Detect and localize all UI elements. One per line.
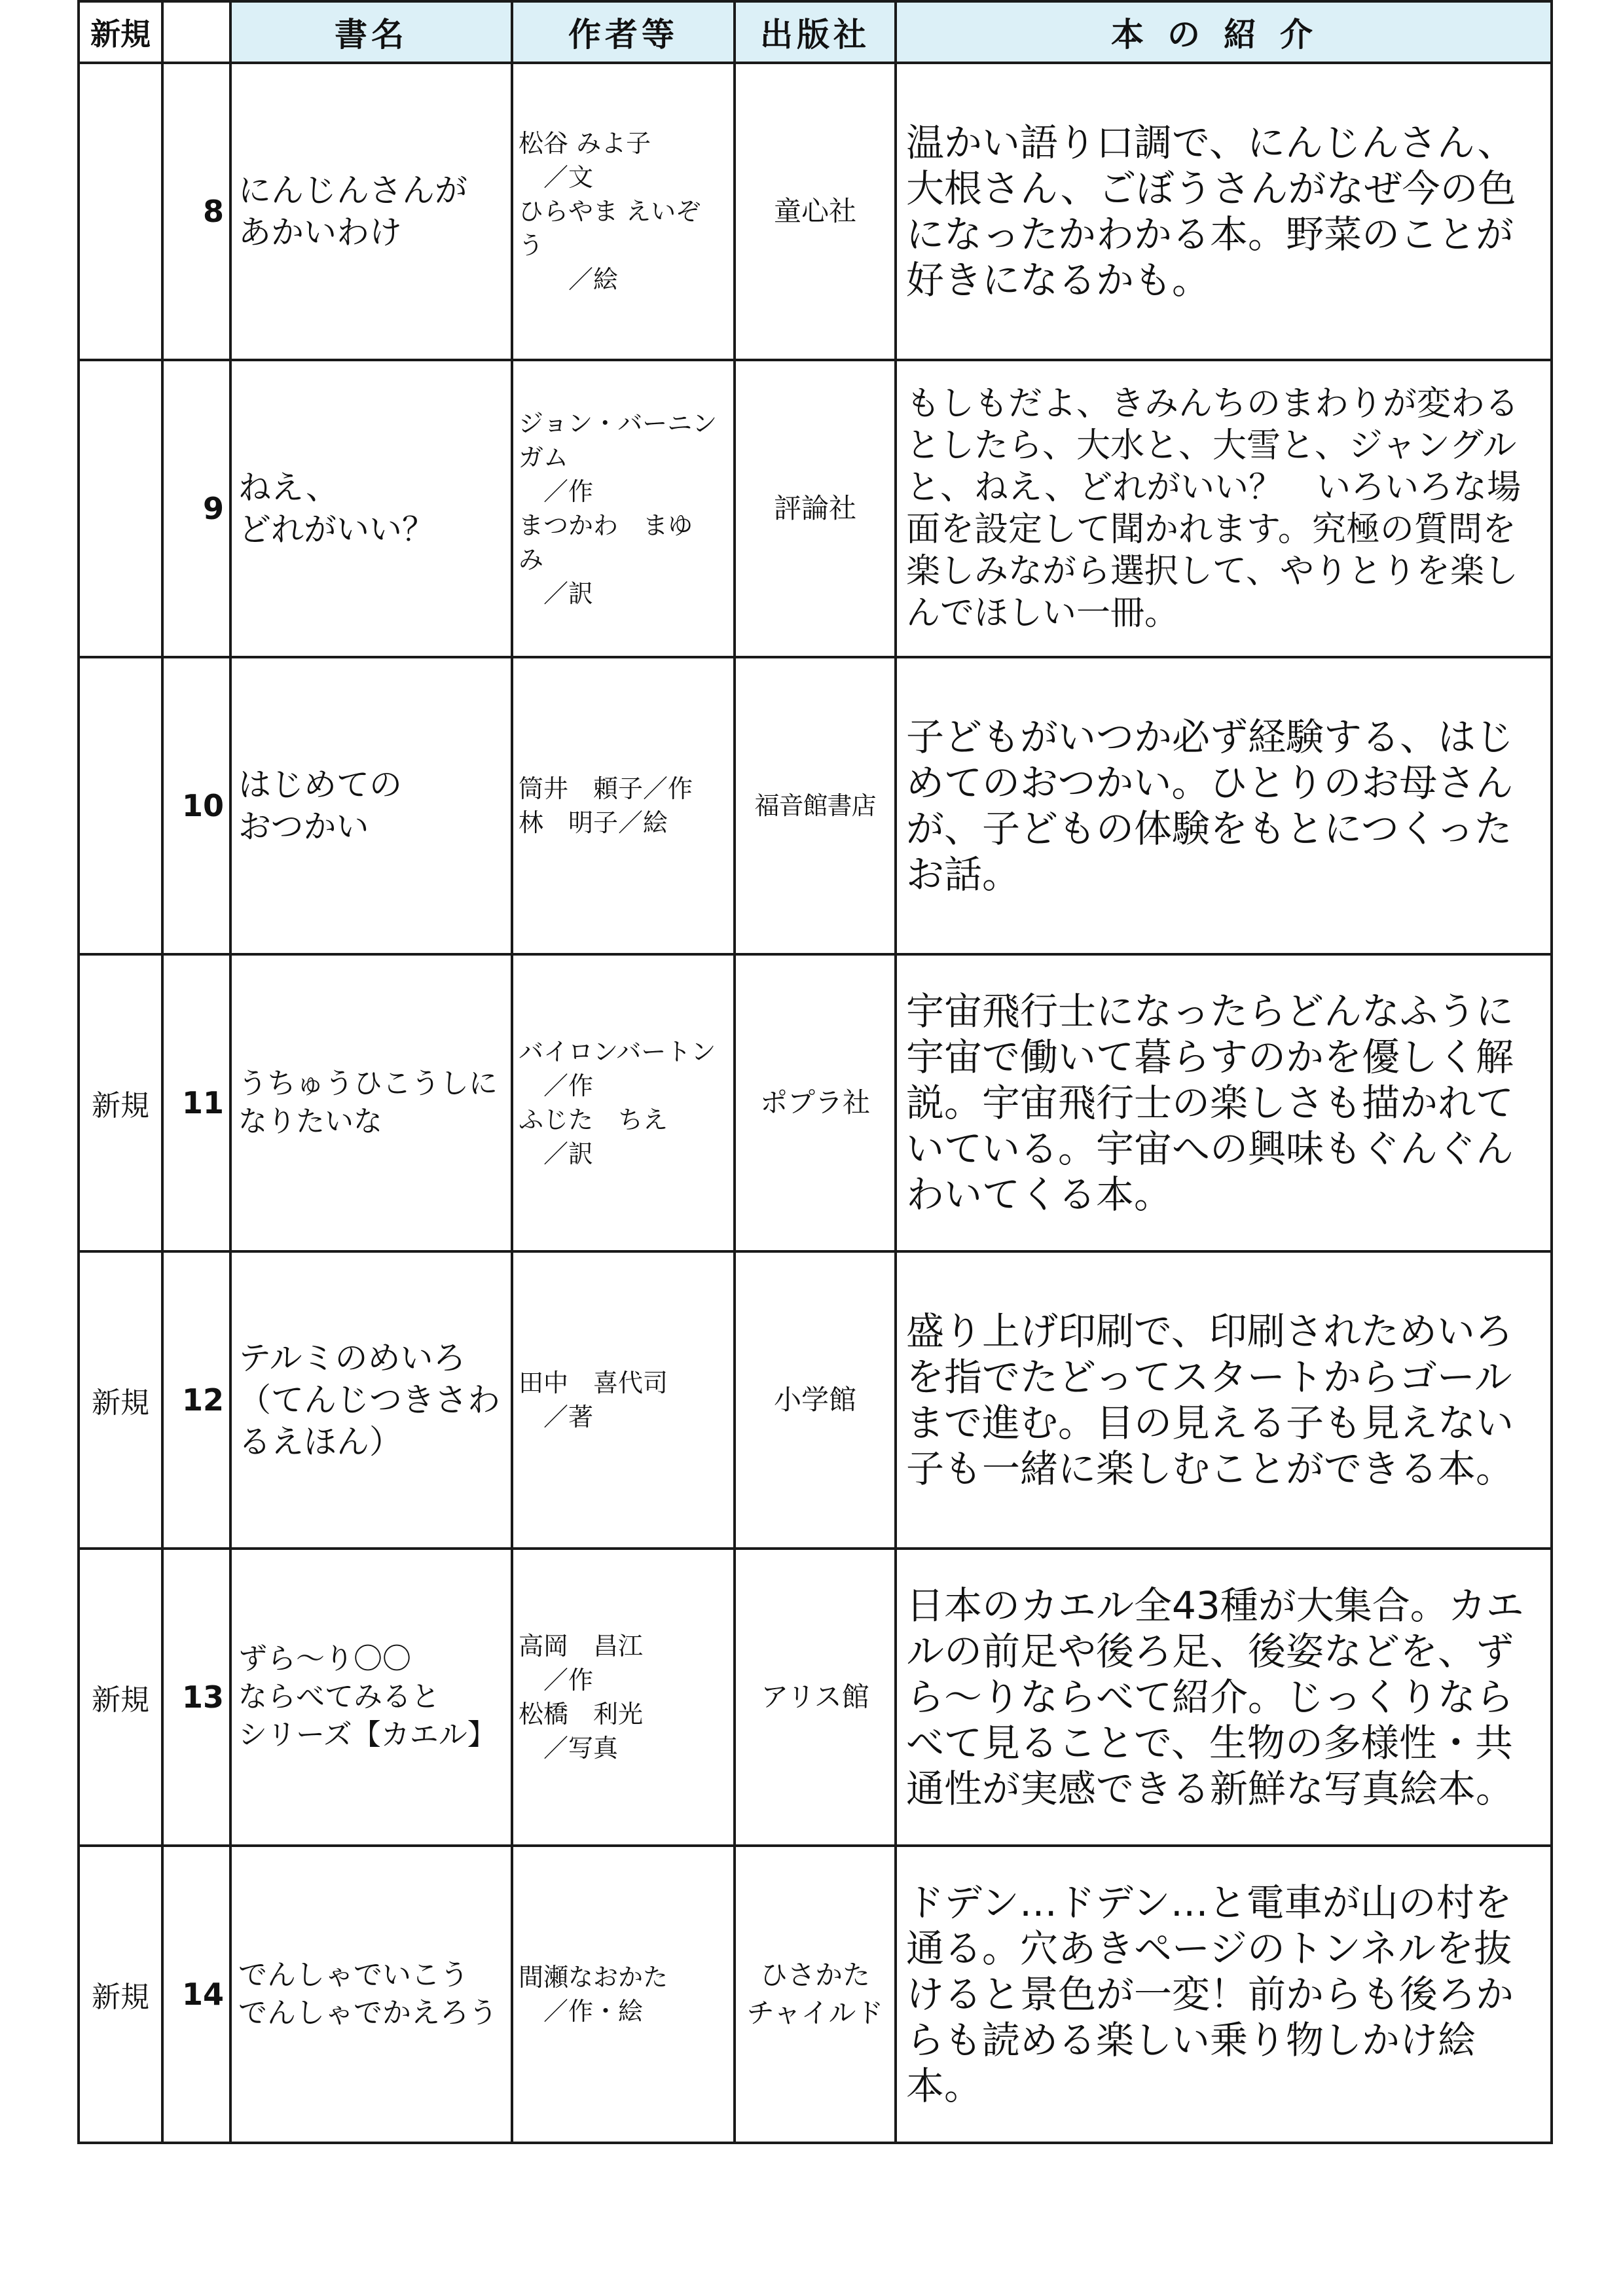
- new-flag: [79, 360, 162, 657]
- book-title: うちゅうひこうしに なりたいな: [230, 954, 512, 1251]
- table-row: [79, 657, 1552, 954]
- new-flag: 新規: [79, 1251, 162, 1549]
- header-row: [79, 1, 1552, 63]
- book-number: 12: [162, 1251, 230, 1549]
- book-introduction: もしもだよ、きみんちのまわりが変わるとしたら、大水と、大雪と、ジャングルと、ねえ、どれがいい？ いろいろな場面を設定して聞かれます。究極の質問を楽しみながら選択して、やりとりを楽しんでほしい一冊。: [896, 360, 1552, 657]
- table-header: [79, 1, 1552, 63]
- table-row: [79, 1549, 1552, 1846]
- book-publisher: アリス館: [735, 1549, 896, 1846]
- header-title: 書名: [230, 1, 512, 63]
- book-title: はじめての おつかい: [230, 657, 512, 954]
- book-number: 8: [162, 63, 230, 360]
- table-row: [79, 1846, 1552, 2143]
- book-number: 14: [162, 1846, 230, 2143]
- book-number: 11: [162, 954, 230, 1251]
- header-new: 新規: [79, 1, 162, 63]
- book-title: ずら～り〇〇 ならべてみると シリーズ【カエル】: [230, 1549, 512, 1846]
- table-row: [79, 63, 1552, 360]
- new-flag: 新規: [79, 1549, 162, 1846]
- book-number: 9: [162, 360, 230, 657]
- book-title: ねえ、 どれがいい？: [230, 360, 512, 657]
- book-introduction: 日本のカエル全43種が大集合。カエルの前足や後ろ足、後姿などを、ずら～りならべて紹介。じっくりならべて見ることで、生物の多様性・共通性が実感できる新鮮な写真絵本。: [896, 1549, 1552, 1846]
- book-title: テルミのめいろ （てんじつきさわ るえほん）: [230, 1251, 512, 1549]
- book-number: 10: [162, 657, 230, 954]
- book-author: バイロンバートン ／作 ふじた ちえ ／訳: [512, 954, 735, 1251]
- book-author: 筒井 頼子／作 林 明子／絵: [512, 657, 735, 954]
- table-row: [79, 954, 1552, 1251]
- header-introduction: 本の紹介: [896, 1, 1552, 63]
- book-publisher: 童心社: [735, 63, 896, 360]
- book-author: 松谷 みよ子 ／文 ひらやま えいぞ う ／絵: [512, 63, 735, 360]
- book-publisher: 評論社: [735, 360, 896, 657]
- new-flag: [79, 657, 162, 954]
- new-flag: 新規: [79, 954, 162, 1251]
- book-introduction: 温かい語り口調で、にんじんさん、大根さん、ごぼうさんがなぜ今の色になったかわかる本。野菜のことが好きになるかも。: [896, 63, 1552, 360]
- book-table: [77, 0, 1553, 2144]
- book-author: ジョン・バーニン ガム ／作 まつかわ まゆ み ／訳: [512, 360, 735, 657]
- book-list-sheet: [77, 0, 1550, 2144]
- book-author: 田中 喜代司 ／著: [512, 1251, 735, 1549]
- table-body: [79, 63, 1552, 2143]
- header-publisher: 出版社: [735, 1, 896, 63]
- book-publisher: 福音館書店: [735, 657, 896, 954]
- header-number: [162, 1, 230, 63]
- new-flag: [79, 63, 162, 360]
- book-title: にんじんさんが あかいわけ: [230, 63, 512, 360]
- new-flag: 新規: [79, 1846, 162, 2143]
- book-introduction: 子どもがいつか必ず経験する、はじめてのおつかい。ひとりのお母さんが、子どもの体験をもとにつくったお話。: [896, 657, 1552, 954]
- book-number: 13: [162, 1549, 230, 1846]
- book-publisher: 小学館: [735, 1251, 896, 1549]
- header-author: 作者等: [512, 1, 735, 63]
- book-introduction: ドデン…ドデン…と電車が山の村を通る。穴あきページのトンネルを抜けると景色が一変！前からも後ろからも読める楽しい乗り物しかけ絵本。: [896, 1846, 1552, 2143]
- book-introduction: 盛り上げ印刷で、印刷されためいろを指でたどってスタートからゴールまで進む。目の見える子も見えない子も一緒に楽しむことができる本。: [896, 1251, 1552, 1549]
- book-introduction: 宇宙飛行士になったらどんなふうに宇宙で働いて暮らすのかを優しく解説。宇宙飛行士の楽しさも描かれていている。宇宙への興味もぐんぐんわいてくる本。: [896, 954, 1552, 1251]
- book-publisher: ひさかた チャイルド: [735, 1846, 896, 2143]
- book-title: でんしゃでいこう でんしゃでかえろう: [230, 1846, 512, 2143]
- book-author: 高岡 昌江 ／作 松橋 利光 ／写真: [512, 1549, 735, 1846]
- table-row: [79, 1251, 1552, 1549]
- book-author: 間瀬なおかた ／作・絵: [512, 1846, 735, 2143]
- book-publisher: ポプラ社: [735, 954, 896, 1251]
- table-row: [79, 360, 1552, 657]
